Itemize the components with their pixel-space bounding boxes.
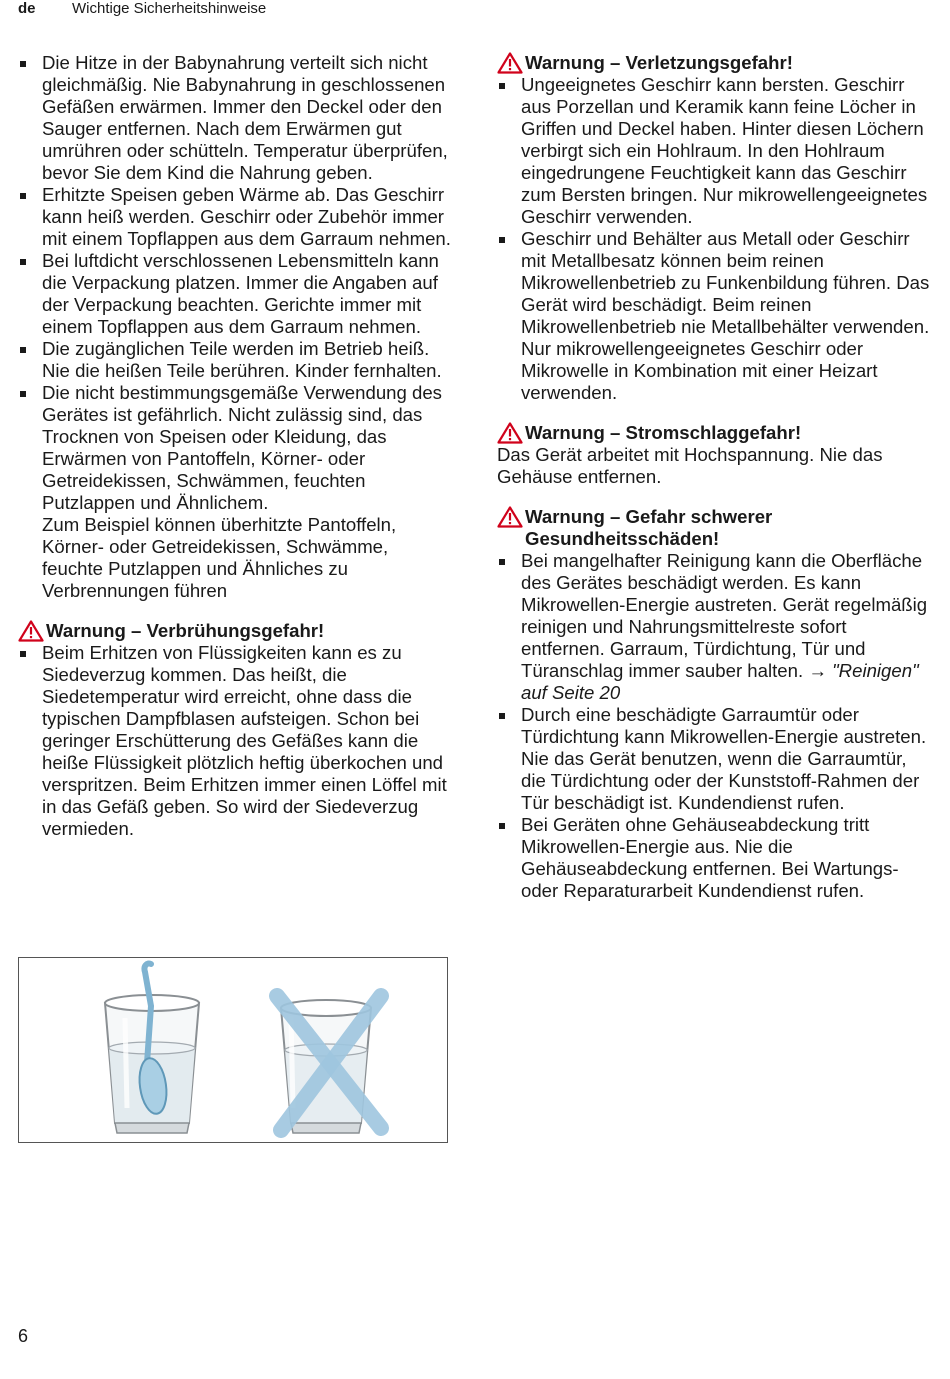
boiling-delay-illustration: [18, 957, 448, 1143]
list-item: Beim Erhitzen von Flüssigkeiten kann es zu Siedeverzug kommen. Das heißt, die Siedetemperatur wird erreicht, ohne dass die typischen Dampfblasen aufsteigen. Schon bei geringer Erschütterung des Gefäßes kann die heiße Flüssigkeit plötzlich heftig überkochen und verspritzen. Beim Erhitzen immer einen Löffel mit in das Gefäß geben. So wird der Siedeverzug vermieden.: [18, 642, 454, 840]
warning-triangle-icon: [497, 52, 523, 74]
header-title: Wichtige Sicherheitshinweise: [72, 0, 267, 17]
list-item: Durch eine beschädigte Garraumtür oder Türdichtung kann Mikrowellen-Energie austreten. Nie das Gerät benutzen, wenn die Garraumtür, die Türdichtung oder der Kunststoff-Rahmen der Tür beschädigt ist. Kundendienst rufen.: [497, 704, 933, 814]
arrow-icon: →: [808, 660, 827, 681]
list-item: Bei Geräten ohne Gehäuseabdeckung tritt Mikrowellen-Energie aus. Nie die Gehäuseabdeckung entfernen. Bei Wartungs- oder Reparaturarbeit Kundendienst rufen.: [497, 814, 933, 902]
list-item: Bei mangelhafter Reinigung kann die Oberfläche des Gerätes beschädigt werden. Es kann Mikrowellen-Energie austreten. Gerät regelmäßig reinigen und Nahrungsmittelreste sofort entfernen. Garraum, Türdichtung, Tür und Türanschlag immer sauber halten. → "Reinigen" auf Seite 20: [497, 550, 933, 704]
list-item: Geschirr und Behälter aus Metall oder Geschirr mit Metallbesatz können beim reinen Mikrowellenbetrieb zu Funkenbildung führen. Das Gerät wird beschädigt. Beim reinen Mikrowellenbetrieb nie Metallbehälter verwenden. Nur mikrowellengeeignetes Geschirr oder Mikrowelle in Kombination mit einer Heizart verwenden.: [497, 228, 933, 404]
left-column: [18, 52, 454, 840]
list-item: Ungeeignetes Geschirr kann bersten. Geschirr aus Porzellan und Keramik kann feine Löcher in Griffen und Deckel haben. Hinter diesen Löchern verbirgt sich ein Hohlraum. In den Hohlraum eingedrungene Feuchtigkeit kann das Geschirr zum Bersten bringen. Nur mikrowellengeeignetes Geschirr verwenden.: [497, 74, 933, 228]
warning-heading-shock: Warnung – Stromschlaggefahr!: [497, 422, 933, 444]
warning-triangle-icon: [18, 620, 44, 642]
warning-triangle-icon: [497, 506, 523, 528]
warning-heading-injury: Warnung – Verletzungsgefahr!: [497, 52, 933, 74]
list-item: Die nicht bestimmungsgemäße Verwendung des Gerätes ist gefährlich. Nicht zulässig sind, das Trocknen von Speisen oder Kleidung, das Erwärmen von Pantoffeln, Körner- oder Getreidekissen, Schwämmen, feuchten Putzlappen und Ähnlichem. Zum Beispiel können überhitzte Pantoffeln, Körner- oder Getreidekissen, Schwämme, feuchte Putzlappen und Ähnliches zu Verbrennungen führen: [18, 382, 454, 602]
health-list: [497, 550, 933, 902]
injury-list: [497, 74, 933, 404]
glass-crossed-out-icon: [277, 996, 381, 1133]
page-number: 6: [18, 1326, 29, 1346]
warning-triangle-icon: [497, 422, 523, 444]
list-item: Erhitzte Speisen geben Wärme ab. Das Geschirr kann heiß werden. Geschirr oder Zubehör immer mit einem Topflappen aus dem Garraum nehmen.: [18, 184, 454, 250]
list-item: Die Hitze in der Babynahrung verteilt sich nicht gleichmäßig. Nie Babynahrung in geschlossenen Gefäßen erwärmen. Immer den Deckel oder den Sauger entfernen. Nach dem Erwärmen gut umrühren oder schütteln. Temperatur überprüfen, bevor Sie dem Kind die Nahrung geben.: [18, 52, 454, 184]
list-item: Bei luftdicht verschlossenen Lebensmitteln kann die Verpackung platzen. Immer die Angaben auf der Verpackung beachten. Gerichte immer mit einem Topflappen aus dem Garraum nehmen.: [18, 250, 454, 338]
cross-reference-link[interactable]: "Reinigen" auf Seite 20: [521, 660, 919, 703]
safety-list-left: [18, 52, 454, 602]
right-column: [497, 52, 933, 902]
glass-with-spoon-icon: [105, 963, 199, 1133]
shock-text: Das Gerät arbeitet mit Hochspannung. Nie das Gehäuse entfernen.: [497, 444, 883, 487]
warning-heading-scald: Warnung – Verbrühungsgefahr!: [18, 620, 454, 642]
language-code: de: [18, 0, 36, 17]
warning-heading-health: Warnung – Gefahr schwerer Gesundheitsschäden!: [497, 506, 933, 550]
list-item: Die zugänglichen Teile werden im Betrieb heiß. Nie die heißen Teile berühren. Kinder fernhalten.: [18, 338, 454, 382]
glass-illustration: [19, 958, 447, 1142]
scald-list: [18, 642, 454, 840]
